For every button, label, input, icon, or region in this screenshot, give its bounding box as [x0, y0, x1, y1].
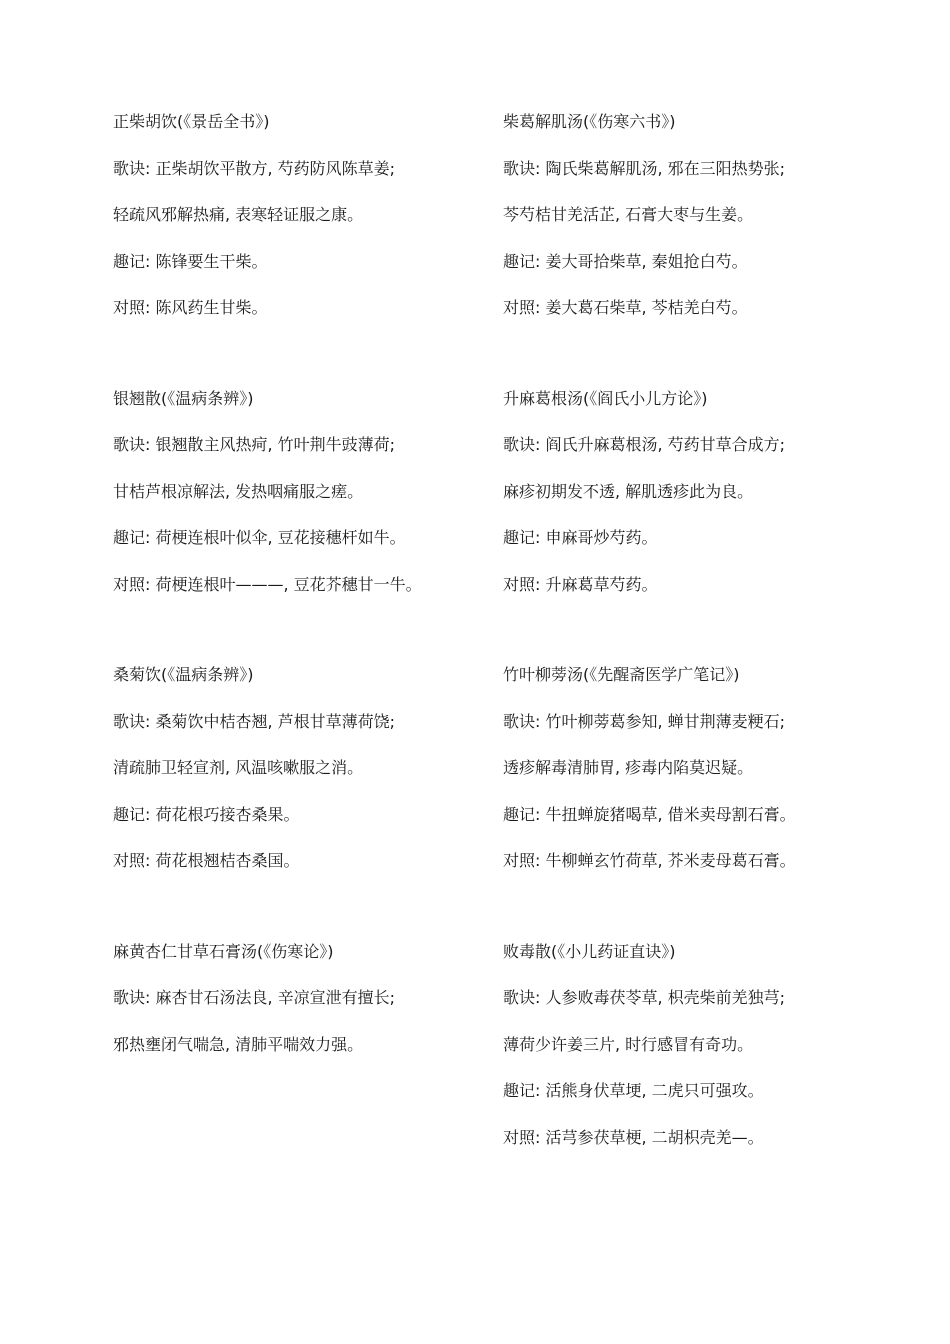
verse-line: 清疏肺卫轻宣剂, 风温咳嗽服之消。	[113, 758, 364, 777]
formula-entry	[503, 940, 883, 1150]
mnemonic-line: 趣记: 牛扭蝉旋猪喝草, 借米卖母割石膏。	[503, 804, 796, 824]
formula-title: 升麻葛根汤(《阎氏小儿方论》)	[503, 388, 708, 408]
verse-line: 歌诀: 正柴胡饮平散方, 芍药防风陈草姜;	[113, 158, 396, 178]
comparison-line: 对照: 牛柳蝉玄竹荷草, 芥米麦母葛石膏。	[503, 851, 796, 870]
formula-entry	[113, 110, 493, 320]
comparison-line: 对照: 升麻葛草芍药。	[503, 574, 658, 594]
formula-entry	[503, 663, 883, 873]
formula-title: 桑菊饮(《温病条辨》)	[113, 665, 254, 684]
comparison-line: 对照: 姜大葛石柴草, 芩桔羌白芍。	[503, 298, 748, 317]
formula-title: 柴葛解肌汤(《伤寒六书》)	[503, 112, 676, 131]
formula-title: 银翘散(《温病条辨》)	[113, 388, 254, 408]
left-column	[113, 110, 493, 1079]
verse-line: 薄荷少许姜三片, 时行感冒有奇功。	[503, 1034, 754, 1054]
right-column	[503, 110, 883, 1172]
verse-line: 歌诀: 桑菊饮中桔杏翘, 芦根甘草薄荷饶;	[113, 711, 396, 731]
verse-line: 透疹解毒清肺胃, 疹毒内陷莫迟疑。	[503, 758, 754, 777]
verse-line: 歌诀: 阎氏升麻葛根汤, 芍药甘草合成方;	[503, 435, 786, 454]
formula-entry	[113, 940, 493, 1057]
formula-entry	[503, 387, 883, 597]
mnemonic-line: 趣记: 陈锋要生干柴。	[113, 251, 268, 271]
mnemonic-line: 趣记: 姜大哥拾柴草, 秦姐抢白芍。	[503, 251, 748, 271]
verse-line: 歌诀: 陶氏柴葛解肌汤, 邪在三阳热势张;	[503, 158, 786, 178]
mnemonic-line: 趣记: 申麻哥炒芍药。	[503, 528, 658, 547]
verse-line: 芩芍桔甘羌活芷, 石膏大枣与生姜。	[503, 205, 754, 224]
verse-line: 歌诀: 银翘散主风热疴, 竹叶荆牛豉薄荷;	[113, 435, 396, 454]
mnemonic-line: 趣记: 荷花根巧接杏桑果。	[113, 804, 300, 824]
mnemonic-line: 趣记: 活熊身伏草埂, 二虎只可强攻。	[503, 1081, 764, 1100]
verse-line: 歌诀: 竹叶柳蒡葛参知, 蝉甘荆薄麦粳石;	[503, 711, 786, 731]
formula-title: 麻黄杏仁甘草石膏汤(《伤寒论》)	[113, 941, 334, 961]
formula-entry	[503, 110, 883, 320]
comparison-line: 对照: 陈风药生甘柴。	[113, 298, 268, 317]
comparison-line: 对照: 荷花根翘桔杏桑国。	[113, 851, 300, 870]
formula-entry	[113, 663, 493, 873]
formula-title: 败毒散(《小儿药证直诀》)	[503, 941, 676, 961]
verse-line: 歌诀: 人参败毒茯苓草, 枳壳柴前羌独芎;	[503, 988, 786, 1007]
formula-title: 正柴胡饮(《景岳全书》)	[113, 112, 270, 131]
formula-title: 竹叶柳蒡汤(《先醒斋医学广笔记》)	[503, 665, 740, 684]
comparison-line: 对照: 活芎参茯草梗, 二胡枳壳羌—。	[503, 1127, 764, 1147]
verse-line: 麻疹初期发不透, 解肌透疹此为良。	[503, 481, 754, 501]
mnemonic-line: 趣记: 荷梗连根叶似伞, 豆花接穗杆如牛。	[113, 528, 406, 547]
verse-line: 轻疏风邪解热痛, 表寒轻证服之康。	[113, 205, 364, 224]
formula-entry	[113, 387, 493, 597]
comparison-line: 对照: 荷梗连根叶———, 豆花芥穗甘一牛。	[113, 574, 422, 594]
verse-line: 甘桔芦根凉解法, 发热咽痛服之瘥。	[113, 481, 364, 501]
verse-line: 邪热壅闭气喘急, 清肺平喘效力强。	[113, 1034, 364, 1054]
verse-line: 歌诀: 麻杏甘石汤法良, 辛凉宣泄有擅长;	[113, 988, 396, 1007]
